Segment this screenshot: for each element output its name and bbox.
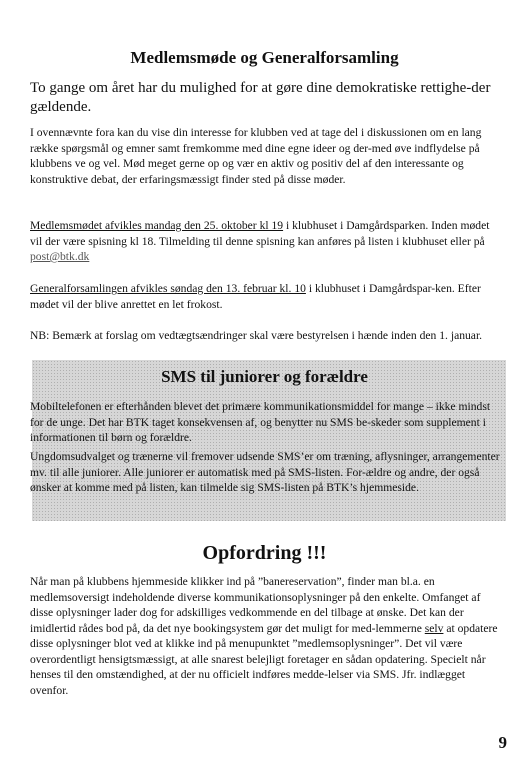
section-title-meetings: Medlemsmøde og Generalforsamling [130, 48, 399, 67]
paragraph-member-meeting [30, 218, 500, 265]
intro-paragraph: To gange om året har du mulighed for at gøre dine demokratiske rettighe-der gældende. [30, 80, 491, 115]
appeal-paragraph [30, 574, 500, 698]
email-link[interactable]: post@btk.dk [30, 250, 90, 263]
sms-paragraph-1: Mobiltelefonen er efterhånden blevet det primære kommunikationsmiddel for mange – ikke mindst for de unge. Det har BTK taget konsekvensen af, og benytter nu SMS be-skeder som supplement i informationen til børn og forældre. [30, 400, 491, 444]
section-title-sms: SMS til juniorer og forældre [161, 367, 368, 386]
general-assembly-details: i klubhuset i Damgårdspar-ken. Efter mødet vil der blive anrettet en let frokost. [30, 282, 481, 311]
general-assembly-date: Generalforsamlingen afvikles søndag den 13. februar kl. 10 [30, 282, 306, 295]
appeal-text-part2: at opdatere disse oplysninger blot ved at klikke ind på menupunktet ”medlemsoplysninger”. Det vil være overordentligt hensigtsmæssigt, at alle snarest belejligt foretager en sådan opdatering. Specielt når henses til den omstændighed, at der nu officielt indføres medde-lelser via SMS. Jfr. indlægget ovenfor. [30, 621, 498, 697]
nb-note: NB: Bemærk at forslag om vedtægtsændringer skal være bestyrelsen i hænde inden den 1. januar. [30, 329, 483, 342]
sms-paragraph-2: Ungdomsudvalget og trænerne vil fremover udsende SMS’er om træning, aflysninger, arrangementer mv. til alle juniorer. Alle juniorer er automatisk med på SMS-listen. For-ældre og andre, der også ønsker at komme med på listen, kan tilmelde sig SMS-listen på BTK’s hjemmeside. [30, 450, 500, 494]
member-meeting-details: i klubhuset i Damgårdsparken. Inden mødet vil der være spisning kl 18. Tilmelding til denne spisning kan anføres på listen i klubhuset eller på [30, 219, 490, 248]
section-title-appeal: Opfordring !!! [202, 542, 327, 564]
paragraph-general-assembly [30, 281, 500, 312]
page-number: 9 [498, 733, 507, 752]
appeal-text-part1: Når man på klubbens hjemmeside klikker ind på ”banereservation”, finder man bl.a. en medlemsoversigt indeholdende diverse kommunikationsoplysninger på den enkelte. Omfanget af disse oplysninger lader dog for adskilliges vedkommende en del tilbage at ønske. Det kan der imidlertid rådes bod på, da det nye bookingsystem gør det muligt for med-lemmerne [30, 575, 481, 635]
paragraph-participation: I ovennævnte fora kan du vise din interesse for klubben ved at tage del i diskussionen om en lang række spørgsmål og emner samt fremkomme med dine egne ideer og der-med øve indflydelse på klubbens ve og vel. Mød meget gerne op og vær en aktiv og positiv del af den interessante og konstruktive debat, der erfaringsmæssigt finder sted på disse møder. [30, 126, 482, 186]
member-meeting-date: Medlemsmødet afvikles mandag den 25. oktober kl 19 [30, 219, 284, 232]
appeal-emphasis-selv: selv [424, 621, 444, 635]
